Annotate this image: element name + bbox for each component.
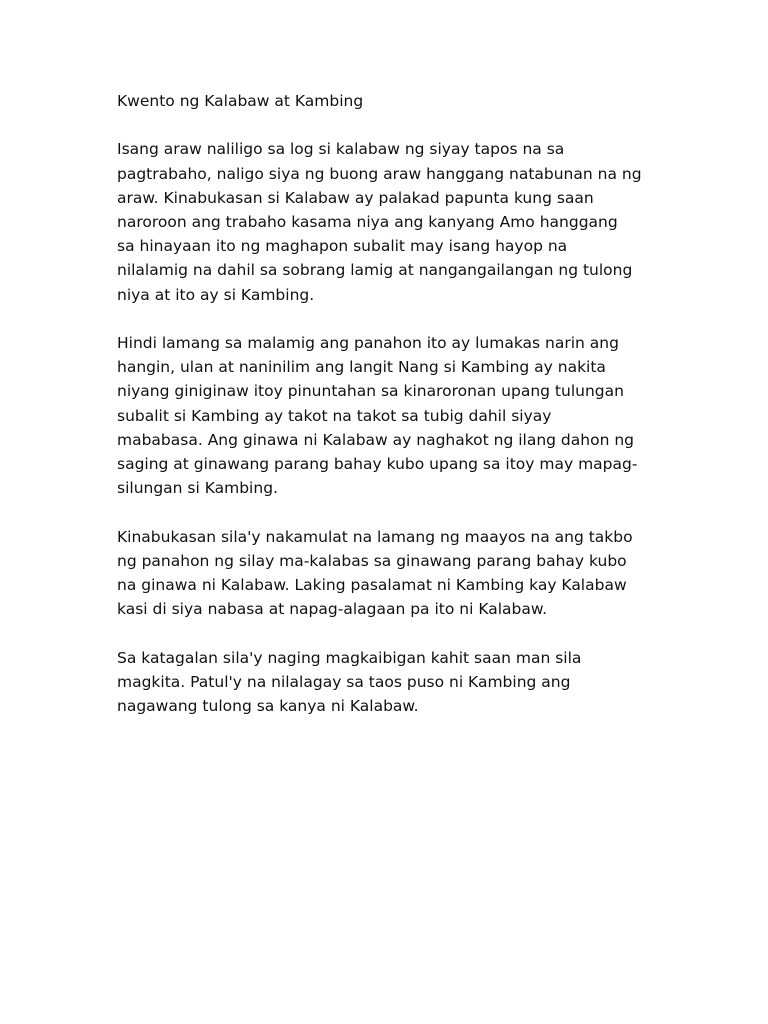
paragraph-line: Hindi lamang sa malamig ang panahon ito ay lumakas narin ang bbox=[117, 334, 619, 352]
paragraph-4 bbox=[117, 646, 677, 719]
paragraph-line: silungan si Kambing. bbox=[117, 479, 278, 498]
paragraph-line: Isang araw naliligo sa log si kalabaw ng siyay tapos na sa bbox=[117, 140, 565, 159]
paragraph-line: nagawang tulong sa kanya ni Kalabaw. bbox=[117, 697, 419, 716]
paragraph-2 bbox=[117, 331, 677, 500]
paragraph-line: nilalamig na dahil sa sobrang lamig at nangangailangan ng tulong bbox=[117, 261, 633, 280]
paragraph-line: ng panahon ng silay ma-kalabas sa ginawang parang bahay kubo bbox=[117, 551, 627, 570]
paragraph-line: Kinabukasan sila'y nakamulat na lamang ng maayos na ang takbo bbox=[117, 527, 633, 546]
paragraph-line: araw. Kinabukasan si Kalabaw ay palakad papunta kung saan bbox=[117, 188, 594, 207]
paragraph-line: saging at ginawang parang bahay kubo upang sa itoy may mapag- bbox=[117, 455, 638, 474]
paragraph-line: sa hinayaan ito ng maghapon subalit may isang hayop na bbox=[117, 237, 568, 256]
paragraph-line: naroroon ang trabaho kasama niya ang kanyang Amo hanggang bbox=[117, 213, 618, 231]
paragraph-line: niyang giniginaw itoy pinuntahan sa kinaroronan upang tulungan bbox=[117, 382, 624, 401]
document-body bbox=[117, 89, 677, 742]
paragraph-3 bbox=[117, 525, 677, 622]
paragraph-line: hangin, ulan at naninilim ang langit Nang si Kambing ay nakita bbox=[117, 358, 606, 377]
paragraph-line: na ginawa ni Kalabaw. Laking pasalamat ni Kambing kay Kalabaw bbox=[117, 576, 627, 595]
paragraph-line: subalit si Kambing ay takot na takot sa tubig dahil siyay bbox=[117, 406, 552, 425]
document-title: Kwento ng Kalabaw at Kambing bbox=[117, 92, 364, 110]
paragraph-line: pagtrabaho, naligo siya ng buong araw hanggang natabunan na ng bbox=[117, 164, 642, 183]
paragraph-line: Sa katagalan sila'y naging magkaibigan kahit saan man sila bbox=[117, 648, 582, 667]
paragraph-line: mababasa. Ang ginawa ni Kalabaw ay naghakot ng ilang dahon ng bbox=[117, 430, 634, 449]
paragraph-1 bbox=[117, 137, 677, 306]
paragraph-line: kasi di siya nabasa at napag-alagaan pa ito ni Kalabaw. bbox=[117, 600, 548, 619]
paragraph-line: niya at ito ay si Kambing. bbox=[117, 285, 315, 304]
paragraph-line: magkita. Patul'y na nilalagay sa taos puso ni Kambing ang bbox=[117, 672, 571, 691]
